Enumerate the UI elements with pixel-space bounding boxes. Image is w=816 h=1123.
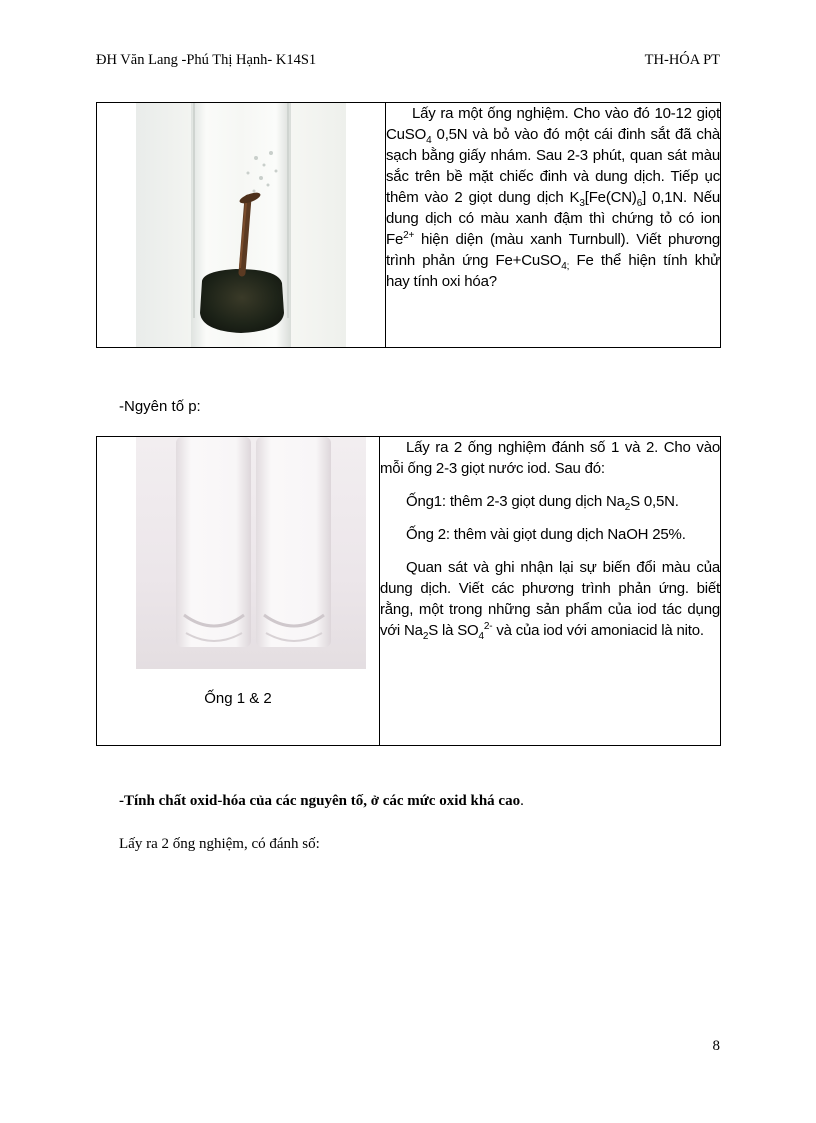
section-heading-oxidation: -Tính chất oxid-hóa của các nguyên tố, ở các mức oxid khá cao. bbox=[119, 793, 524, 809]
photo-caption: Ống 1 & 2 bbox=[204, 690, 272, 707]
text-cell-2 bbox=[380, 437, 721, 746]
page-number: 8 bbox=[712, 1038, 720, 1054]
instruction-paragraph-2d: Quan sát và ghi nhận lại sự biến đổi màu của dung dịch. Viết các phương trình phản ứng. biết rằng, một trong những sản phẩm của iod tác dụng với $Na_2S$ là $SO_4^{2-}$ và của iod với amoniacid là nito. bbox=[380, 559, 720, 642]
header-right: TH-HÓA PT bbox=[644, 52, 720, 68]
text-cell-1 bbox=[386, 103, 721, 348]
instruction-paragraph-2a: Lấy ra 2 ống nghiệm đánh số 1 và 2. Cho vào mỗi ống 2-3 giọt nước iod. Sau đó: bbox=[380, 439, 720, 477]
instruction-paragraph-1: Lấy ra một ống nghiệm. Cho vào đó 10-12 giọt CuSO$_4$ 0,5N và bỏ vào đó một cái đinh sắt đã chà sạch bằng giấy nhám. Sau 2-3 phút, quan sát màu sắc trên bề mặt chiếc đinh và dung dịch. Tiếp ục thêm vào 2 giọt dung dịch $K_3[Fe(CN)_6]$ 0,1N. Nếu dung dịch có màu xanh đậm thì chứng tỏ có ion $Fe^{2+}$ hiện diện (màu xanh Turnbull). Viết phương trình phản ứng Fe+CuSO$_{4;}$ Fe thể hiện tính khử hay tính oxi hóa? bbox=[386, 105, 721, 290]
header-left: ĐH Văn Lang -Phú Thị Hạnh- K14S1 bbox=[96, 52, 317, 68]
test-tube-nail-photo bbox=[136, 103, 346, 347]
instruction-paragraph-2b: Ống1: thêm 2-3 giọt dung dịch $Na_2S$ 0,5N. bbox=[406, 493, 679, 513]
body-text-line: Lấy ra 2 ống nghiệm, có đánh số: bbox=[119, 836, 320, 852]
section-heading-p-elements: -Ngyên tố p: bbox=[119, 398, 201, 415]
instruction-paragraph-2c: Ống 2: thêm vài giọt dung dịch NaOH 25%. bbox=[406, 526, 686, 543]
two-test-tubes-photo bbox=[136, 437, 366, 669]
